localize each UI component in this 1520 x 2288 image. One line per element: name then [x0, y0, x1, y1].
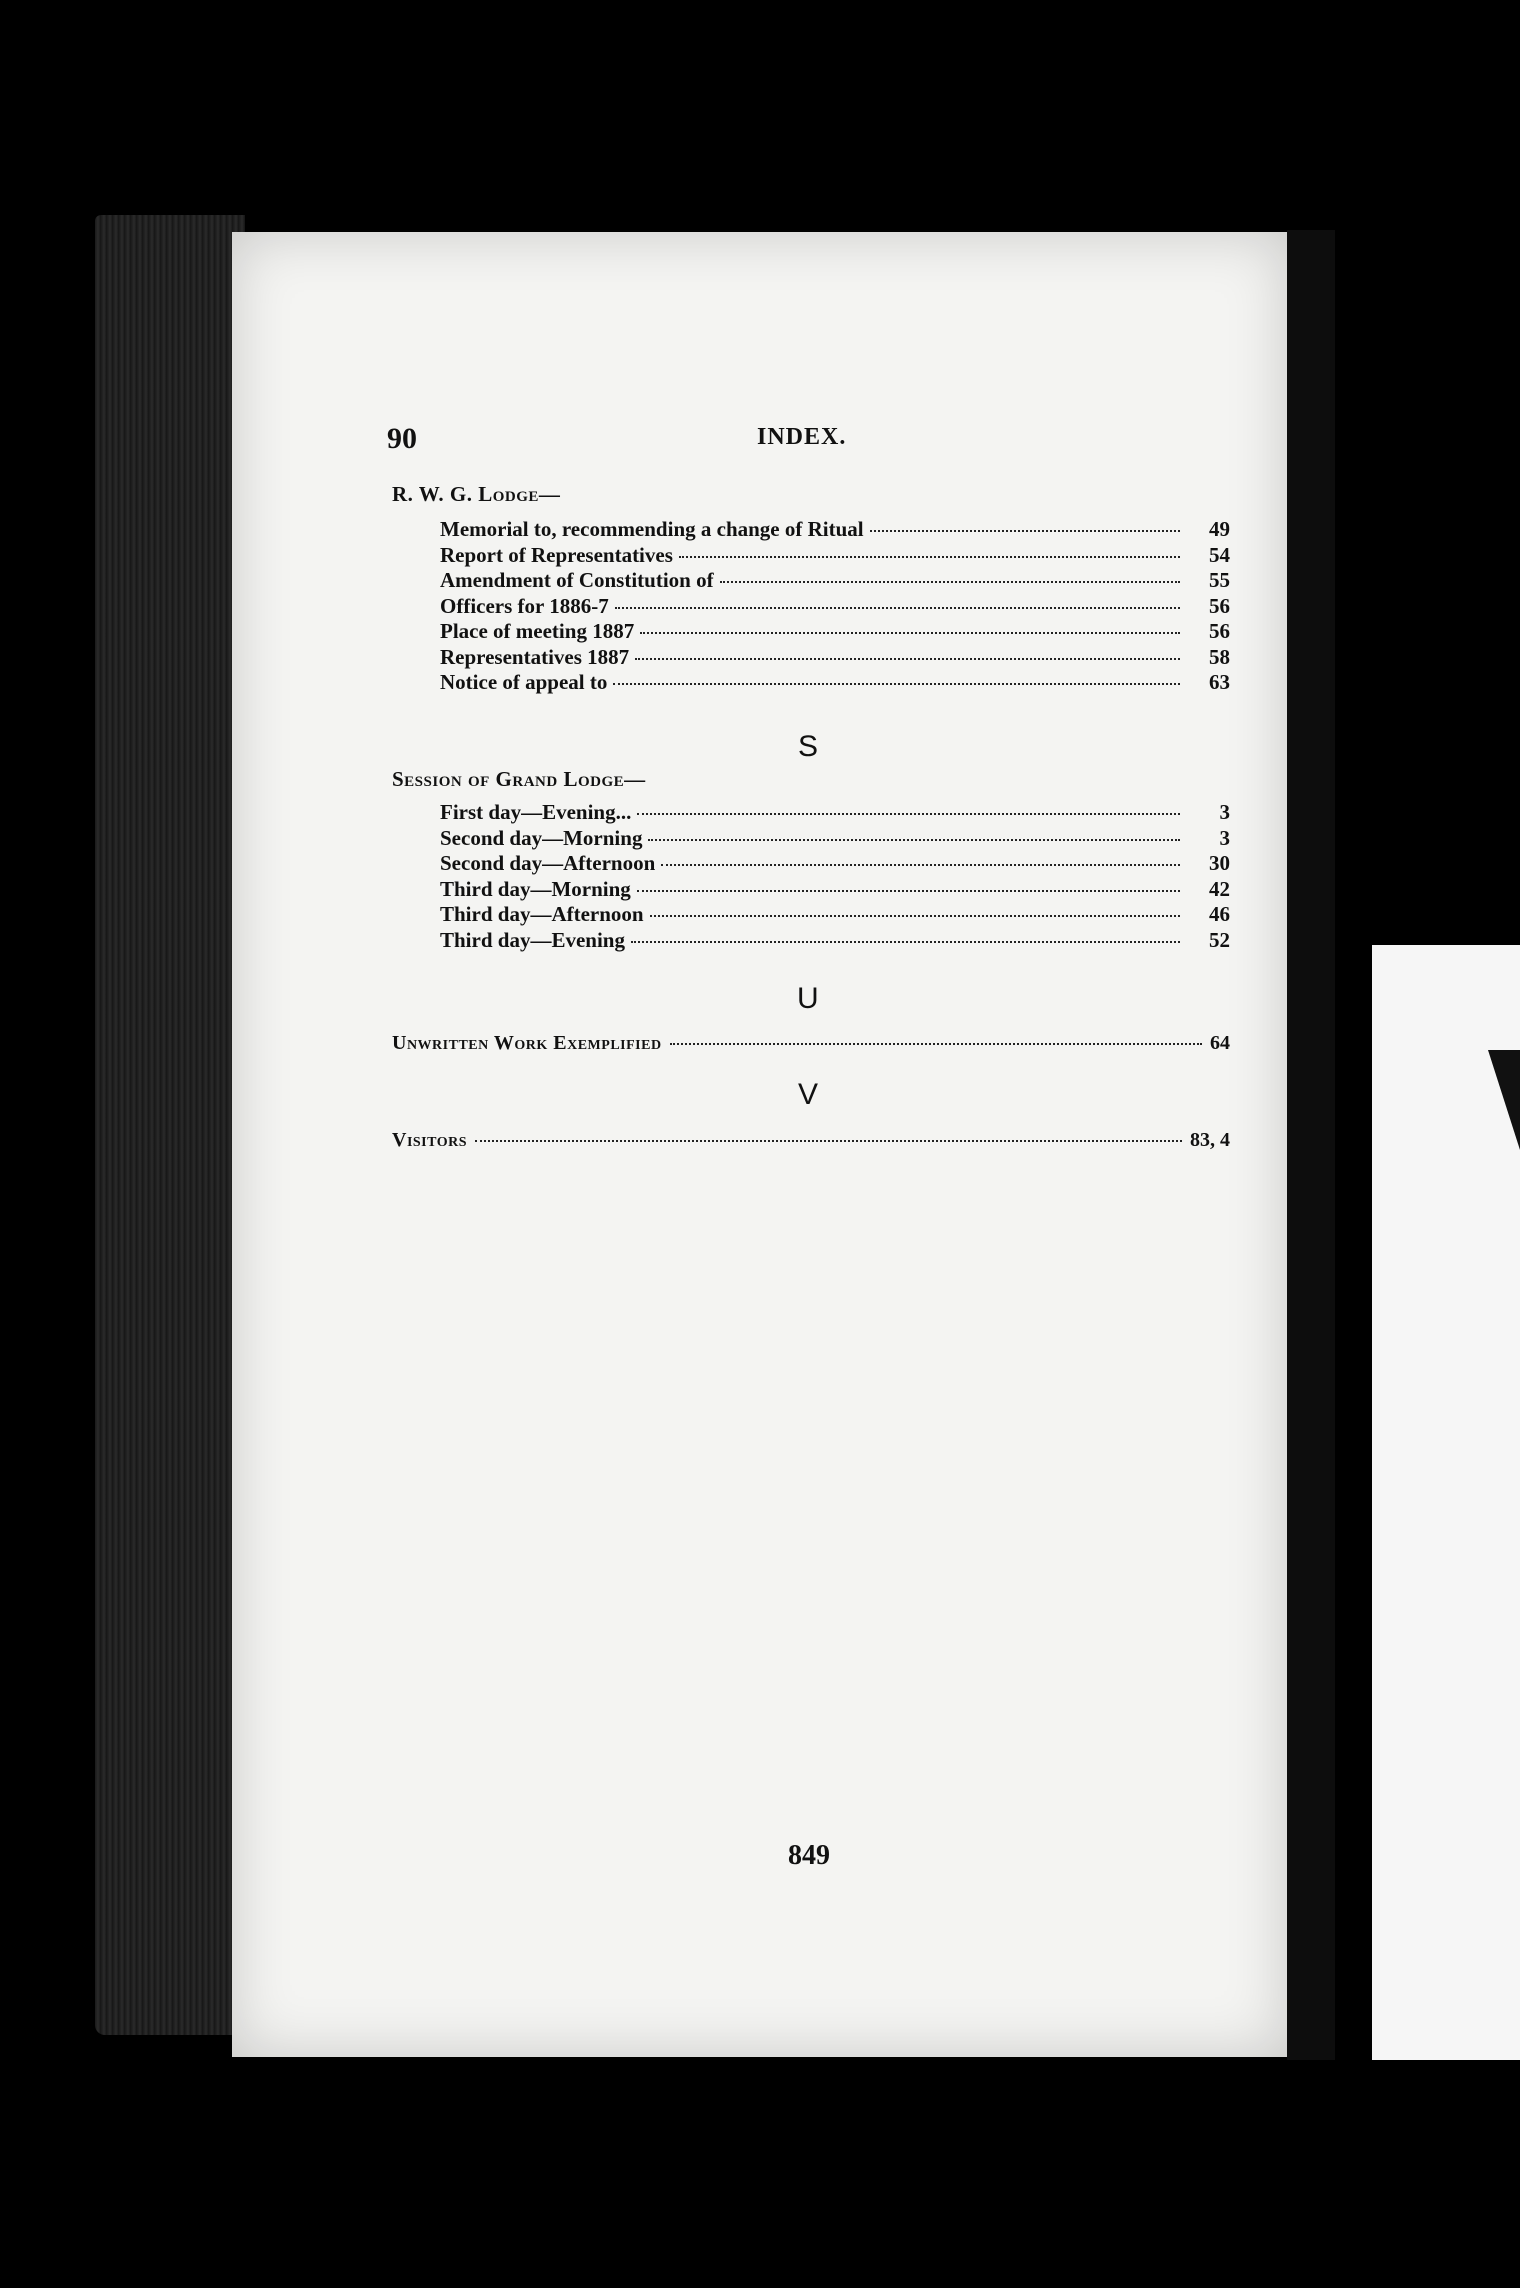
section-letter-u: U [797, 982, 819, 1015]
index-entry: Third day—Morning 42 [440, 876, 1230, 901]
index-entry: Memorial to, recommending a change of Ritual 49 [440, 517, 1230, 541]
index-entry: Notice of appeal to 63 [440, 670, 1230, 694]
index-entry-visitors: Visitors 83, 4 [392, 1129, 1230, 1151]
folio-number: 849 [788, 1840, 830, 1871]
index-entry: Third day—Afternoon 46 [440, 902, 1230, 926]
index-page [232, 232, 1287, 2057]
rwg-lodge-entries [440, 517, 1230, 696]
index-entry: Officers for 1886-7 56 [440, 593, 1230, 618]
index-entry: Amendment of Constitution of 55 [440, 568, 1230, 592]
page-number: 90 [387, 422, 417, 455]
section-letter-v: V [798, 1078, 819, 1111]
section-letter-s: S [798, 730, 819, 763]
book-page-edges [95, 215, 245, 2035]
index-entry: Third day—Evening 52 [440, 927, 1230, 952]
gutter-shadow [1287, 230, 1335, 2060]
index-entry: First day—Evening... 3 [440, 800, 1230, 824]
index-entry: Report of Representatives 54 [440, 542, 1230, 567]
adjacent-page-letter-fragment [1488, 1050, 1520, 1150]
session-entries [440, 800, 1230, 953]
running-head: INDEX. [757, 424, 847, 450]
section-heading-rwg-lodge: R. W. G. Lodge— [392, 482, 561, 506]
index-entry-unwritten-work: Unwritten Work Exemplified 64 [392, 1032, 1230, 1054]
index-entry: Place of meeting 1887 56 [440, 619, 1230, 643]
index-entry: Second day—Afternoon 30 [440, 851, 1230, 875]
page-header [387, 422, 1087, 462]
adjacent-page-fragment [1372, 945, 1520, 2060]
index-entry: Representatives 1887 58 [440, 644, 1230, 669]
index-entry: Second day—Morning 3 [440, 825, 1230, 850]
section-heading-session: Session of Grand Lodge— [392, 767, 646, 791]
